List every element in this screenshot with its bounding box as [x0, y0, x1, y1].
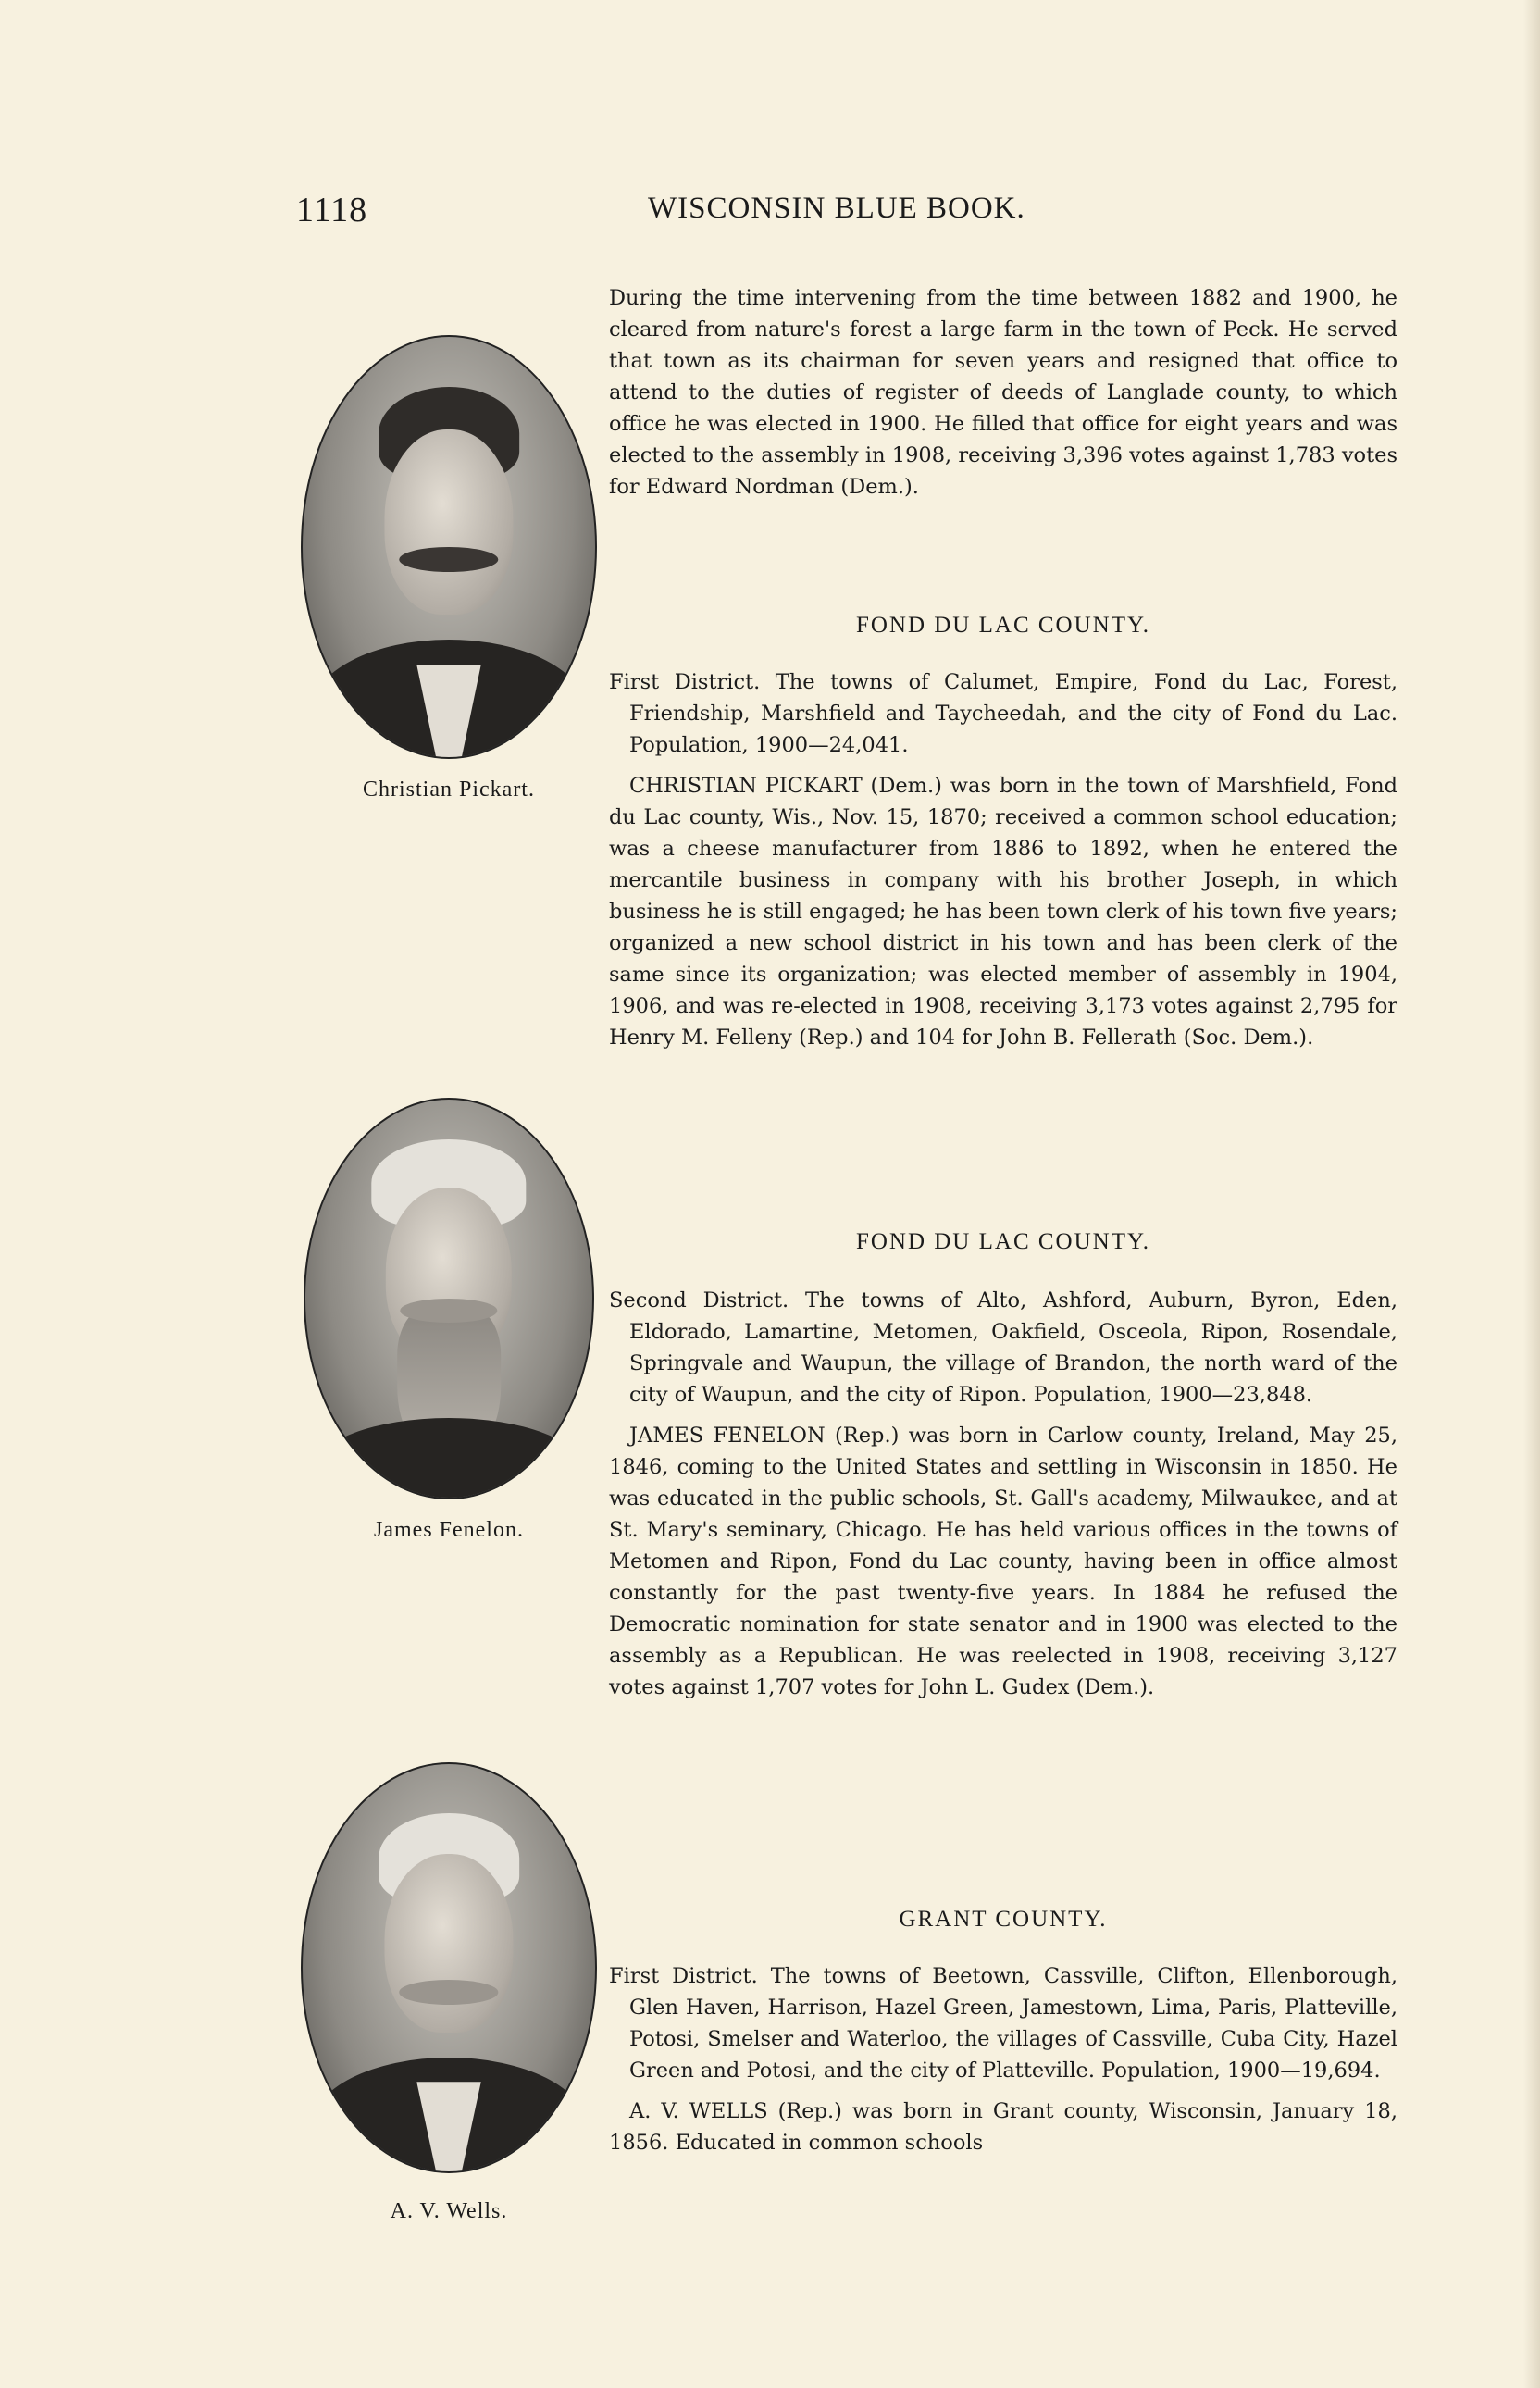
- running-title: WISCONSIN BLUE BOOK.: [648, 192, 1025, 225]
- biography: CHRISTIAN PICKART (Dem.) was born in the town of Marshfield, Fond du Lac county, Wis., Nov. 15, 1870; received a common school education; was a cheese manufacturer from 1886 to 1892, when he entered the mercantile business in company with his brother Joseph, in which business he is still engaged; he has been town clerk of his town five years; organized a new school district in his town and has been clerk of the same since its organization; was elected member of assembly in 1904, 1906, and was re-elected in 1908, receiving 3,173 votes against 2,795 for Henry M. Felleny (Rep.) and 104 for John B. Fellerath (Soc. Dem.).: [609, 774, 1397, 1050]
- portrait-a-v-wells: [296, 1762, 602, 2224]
- portrait-photo: [301, 1762, 597, 2173]
- portrait-photo: [304, 1098, 594, 1499]
- continuation-text: During the time intervening from the time between 1882 and 1900, he cleared from nature's forest a large farm in the town of Peck. He served that town as its chairman for seven years and resigned that office to attend to the duties of register of deeds of Langlade county, to which office he was elected in 1900. He filled that office for eight years and was elected to the assembly in 1908, receiving 3,396 votes against 1,783 votes for Edward Nordman (Dem.).: [609, 286, 1397, 499]
- portrait-caption: A. V. Wells.: [390, 2199, 508, 2223]
- page-edge-shadow: [1523, 0, 1540, 2388]
- portrait-christian-pickart: [296, 335, 602, 802]
- section-heading: GRANT COUNTY.: [899, 1907, 1108, 1932]
- section-body: [609, 1960, 1397, 2158]
- section-heading: FOND DU LAC COUNTY.: [855, 613, 1151, 638]
- section-body: [609, 666, 1397, 1053]
- biography: A. V. WELLS (Rep.) was born in Grant county, Wisconsin, January 18, 1856. Educated in common schools: [609, 2099, 1397, 2155]
- page-header: [296, 190, 1388, 234]
- continuation-paragraph: [609, 282, 1397, 503]
- page-number: 1118: [296, 191, 368, 230]
- district-description: First District. The towns of Beetown, Cassville, Clifton, Ellenborough, Glen Haven, Harrison, Hazel Green, Jamestown, Lima, Paris, Platteville, Potosi, Smelser and Waterloo, the villages of Cassville, Cuba City, Hazel Green and Potosi, and the city of Platteville. Population, 1900—19,694.: [609, 1964, 1397, 2083]
- portrait-caption: James Fenelon.: [374, 1518, 524, 1542]
- district-description: First District. The towns of Calumet, Empire, Fond du Lac, Forest, Friendship, Marshfield and Taycheedah, and the city of Fond du Lac. Population, 1900—24,041.: [609, 670, 1397, 757]
- portrait-caption: Christian Pickart.: [363, 777, 535, 802]
- section-heading: FOND DU LAC COUNTY.: [855, 1229, 1151, 1254]
- district-description: Second District. The towns of Alto, Ashford, Auburn, Byron, Eden, Eldorado, Lamartine, Metomen, Oakfield, Osceola, Ripon, Rosendale, Springvale and Waupun, the village of Brandon, the north ward of the city of Waupun, and the city of Ripon. Population, 1900—23,848.: [609, 1288, 1397, 1407]
- portrait-photo: [301, 335, 597, 759]
- biography: JAMES FENELON (Rep.) was born in Carlow county, Ireland, May 25, 1846, coming to the United States and settling in Wisconsin in 1850. He was educated in the public schools, St. Gall's academy, Milwaukee, and at St. Mary's seminary, Chicago. He has held various offices in the towns of Metomen and Ripon, Fond du Lac county, having been in office almost constantly for the past twenty-five years. In 1884 he refused the Democratic nomination for state senator and in 1900 was elected to the assembly as a Republican. He was reelected in 1908, receiving 3,127 votes against 1,707 votes for John L. Gudex (Dem.).: [609, 1424, 1397, 1699]
- section-body: [609, 1285, 1397, 1703]
- portrait-james-fenelon: [296, 1098, 602, 1543]
